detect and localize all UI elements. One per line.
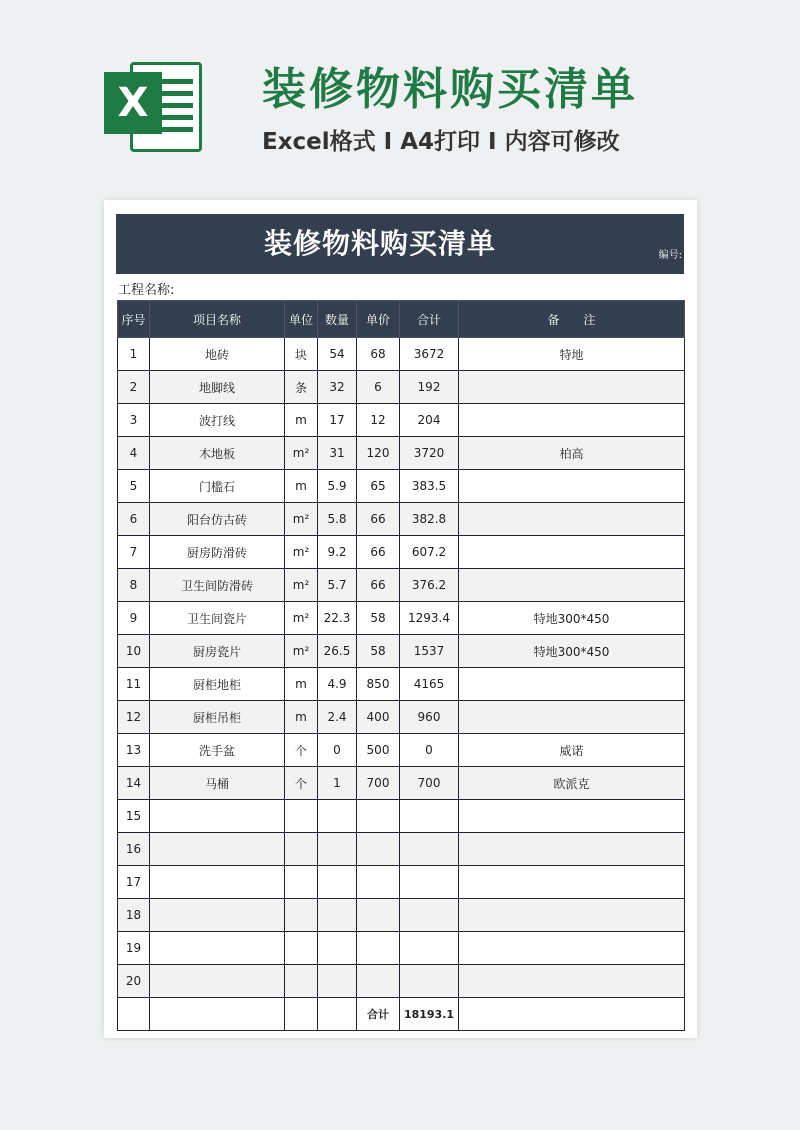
cell-name: 卫生间瓷片 [150,602,285,635]
cell-no: 9 [118,602,150,635]
cell-no: 20 [118,965,150,998]
cell-qty [318,932,357,965]
cell-total: 0 [400,734,459,767]
table-row [118,668,685,701]
footer-cell [459,998,685,1031]
cell-total: 3720 [400,437,459,470]
cell-unit: m² [285,536,318,569]
table-row [118,800,685,833]
cell-price [357,866,400,899]
cell-unit [285,899,318,932]
header-qty: 数量 [318,301,357,338]
cell-total: 376.2 [400,569,459,602]
cell-total [400,866,459,899]
cell-name: 厨房防滑砖 [150,536,285,569]
cell-name: 卫生间防滑砖 [150,569,285,602]
table-row [118,404,685,437]
footer-cell [318,998,357,1031]
cell-qty: 2.4 [318,701,357,734]
cell-remark [459,899,685,932]
table-row [118,602,685,635]
header-no: 序号 [118,301,150,338]
cell-name: 地脚线 [150,371,285,404]
cell-no: 15 [118,800,150,833]
cell-no: 19 [118,932,150,965]
cell-name [150,866,285,899]
cell-total: 382.8 [400,503,459,536]
cell-no: 14 [118,767,150,800]
cell-remark [459,866,685,899]
cell-total: 1293.4 [400,602,459,635]
cell-no: 1 [118,338,150,371]
cell-price: 68 [357,338,400,371]
table-row [118,932,685,965]
cell-total: 204 [400,404,459,437]
cell-name [150,800,285,833]
cell-remark: 特地 [459,338,685,371]
table-row [118,371,685,404]
cell-remark: 柏高 [459,437,685,470]
cell-total: 4165 [400,668,459,701]
cell-price [357,932,400,965]
cell-total: 607.2 [400,536,459,569]
cell-remark [459,833,685,866]
cell-qty: 31 [318,437,357,470]
cell-total [400,899,459,932]
cell-price: 400 [357,701,400,734]
footer-grand-total: 18193.1 [400,998,459,1031]
table-row [118,899,685,932]
cell-name: 阳台仿古砖 [150,503,285,536]
cell-name [150,833,285,866]
cell-unit: 条 [285,371,318,404]
project-name-label: 工程名称: [118,283,175,298]
cell-no: 8 [118,569,150,602]
cell-remark [459,800,685,833]
cell-name: 厨柜吊柜 [150,701,285,734]
document-title: 装修物料购买清单 [263,227,496,260]
cell-unit: m² [285,635,318,668]
banner-subtitle: Excel格式 I A4打印 I 内容可修改 [262,129,620,155]
table-row [118,338,685,371]
table-row [118,734,685,767]
cell-qty: 9.2 [318,536,357,569]
cell-remark: 特地300*450 [459,602,685,635]
cell-unit: m² [285,437,318,470]
cell-qty: 5.8 [318,503,357,536]
table-row [118,437,685,470]
cell-no: 4 [118,437,150,470]
cell-price: 66 [357,503,400,536]
cell-no: 7 [118,536,150,569]
cell-unit [285,965,318,998]
table-row [118,701,685,734]
cell-no: 10 [118,635,150,668]
table-row [118,569,685,602]
table-footer-row [118,998,685,1031]
cell-remark [459,371,685,404]
cell-unit: m [285,470,318,503]
cell-qty [318,833,357,866]
cell-price: 700 [357,767,400,800]
cell-price: 58 [357,602,400,635]
cell-qty: 0 [318,734,357,767]
cell-no: 16 [118,833,150,866]
cell-name [150,965,285,998]
cell-qty: 26.5 [318,635,357,668]
cell-no: 18 [118,899,150,932]
cell-name [150,899,285,932]
footer-cell [285,998,318,1031]
excel-logo-icon [104,58,204,158]
footer-cell [118,998,150,1031]
header-price: 单价 [357,301,400,338]
cell-price: 6 [357,371,400,404]
cell-no: 2 [118,371,150,404]
cell-unit: 个 [285,767,318,800]
cell-remark [459,569,685,602]
table-row [118,503,685,536]
table-row [118,866,685,899]
cell-unit: m [285,668,318,701]
cell-price: 58 [357,635,400,668]
document-number-label: 编号: [658,250,682,261]
header-name: 项目名称 [150,301,285,338]
cell-remark [459,470,685,503]
cell-unit: 块 [285,338,318,371]
table-row [118,965,685,998]
cell-remark: 欧派克 [459,767,685,800]
cell-qty [318,866,357,899]
cell-total [400,965,459,998]
cell-name: 厨柜地柜 [150,668,285,701]
cell-no: 5 [118,470,150,503]
table-row [118,635,685,668]
cell-price [357,833,400,866]
cell-total: 960 [400,701,459,734]
cell-no: 12 [118,701,150,734]
cell-price: 65 [357,470,400,503]
cell-remark: 威诺 [459,734,685,767]
cell-no: 17 [118,866,150,899]
cell-remark [459,965,685,998]
cell-no: 6 [118,503,150,536]
header-remark: 备 注 [459,301,685,338]
cell-total: 1537 [400,635,459,668]
cell-unit [285,800,318,833]
cell-name: 门槛石 [150,470,285,503]
cell-unit [285,932,318,965]
cell-unit: 个 [285,734,318,767]
footer-cell [150,998,285,1031]
cell-total: 3672 [400,338,459,371]
cell-qty: 5.9 [318,470,357,503]
cell-qty [318,899,357,932]
title-bar [116,214,684,274]
cell-unit: m² [285,503,318,536]
cell-price: 120 [357,437,400,470]
cell-no: 11 [118,668,150,701]
cell-qty: 1 [318,767,357,800]
cell-unit [285,866,318,899]
cell-name: 地砖 [150,338,285,371]
cell-price: 500 [357,734,400,767]
table-row [118,833,685,866]
cell-unit: m [285,404,318,437]
cell-name [150,932,285,965]
cell-name: 波打线 [150,404,285,437]
cell-qty: 32 [318,371,357,404]
cell-name: 厨房瓷片 [150,635,285,668]
header-total: 合计 [400,301,459,338]
cell-qty [318,965,357,998]
cell-unit [285,833,318,866]
cell-remark [459,404,685,437]
cell-name: 洗手盆 [150,734,285,767]
cell-no: 13 [118,734,150,767]
cell-price [357,800,400,833]
cell-qty: 17 [318,404,357,437]
cell-price: 12 [357,404,400,437]
table-row [118,536,685,569]
cell-name: 木地板 [150,437,285,470]
table-row [118,470,685,503]
cell-total: 192 [400,371,459,404]
cell-total [400,833,459,866]
table-row [118,767,685,800]
cell-name: 马桶 [150,767,285,800]
banner-title: 装修物料购买清单 [262,64,638,115]
cell-total [400,932,459,965]
cell-remark [459,668,685,701]
cell-total: 700 [400,767,459,800]
logo-letter: X [104,72,162,134]
cell-remark [459,536,685,569]
header-unit: 单位 [285,301,318,338]
cell-remark: 特地300*450 [459,635,685,668]
cell-remark [459,932,685,965]
cell-qty [318,800,357,833]
cell-price: 66 [357,569,400,602]
cell-total: 383.5 [400,470,459,503]
cell-qty: 4.9 [318,668,357,701]
cell-qty: 5.7 [318,569,357,602]
cell-unit: m² [285,569,318,602]
material-table [117,300,685,1031]
cell-total [400,800,459,833]
cell-unit: m [285,701,318,734]
footer-total-label: 合计 [357,998,400,1031]
cell-price [357,965,400,998]
cell-qty: 54 [318,338,357,371]
table-header-row [118,301,685,338]
cell-remark [459,701,685,734]
cell-unit: m² [285,602,318,635]
cell-price: 66 [357,536,400,569]
cell-price [357,899,400,932]
cell-no: 3 [118,404,150,437]
cell-remark [459,503,685,536]
cell-qty: 22.3 [318,602,357,635]
document-page [104,200,697,1038]
cell-price: 850 [357,668,400,701]
